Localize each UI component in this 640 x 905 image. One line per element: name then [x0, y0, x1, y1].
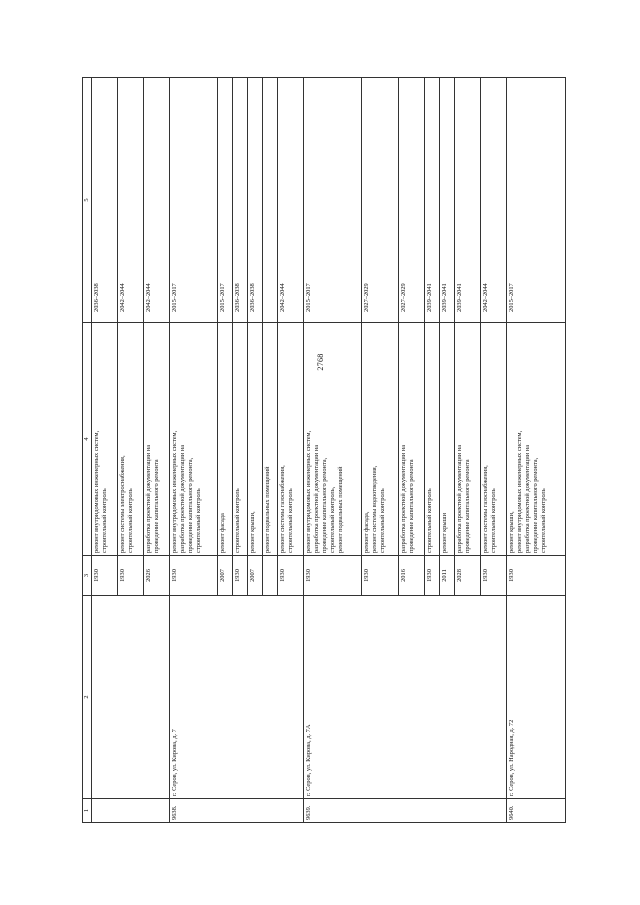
- entry-number: 9639.: [303, 799, 507, 823]
- period-cell: 2015–2017: [507, 78, 566, 323]
- works-cell: [277, 323, 303, 556]
- table-row: [169, 78, 217, 823]
- year-cell: 1930: [117, 556, 143, 596]
- capital-repair-table: [82, 77, 566, 823]
- works-cell: [455, 323, 481, 556]
- work-line: разработка проектной документации на: [312, 444, 320, 553]
- work-line: ремонт фасада: [218, 513, 226, 553]
- work-line: ремонт системы водоотведения,: [371, 465, 379, 553]
- work-line: ремонт крыши,: [508, 511, 516, 553]
- work-line: строительный контроль: [286, 488, 294, 553]
- works-cell: [92, 323, 118, 556]
- header-cell-2: 2: [83, 596, 92, 799]
- year-cell: 2016: [399, 556, 425, 596]
- work-line: ремонт системы электроснабжения,: [118, 455, 126, 553]
- entry-address: г. Серов, ул. Кирова, д. 7: [169, 596, 303, 799]
- period-cell: [262, 78, 277, 323]
- table-row: [507, 78, 566, 823]
- period-cell: 2027–2029: [399, 78, 425, 323]
- work-line: ремонт системы газоснабжения,: [482, 465, 490, 553]
- header-cell-1: 1: [83, 799, 92, 823]
- work-line: строительный контроль: [426, 488, 434, 553]
- work-line: проведение капитального ремонта: [464, 459, 472, 553]
- period-cell: 2042–2044: [117, 78, 143, 323]
- works-cell: [362, 323, 399, 556]
- header-cell-5: 5: [83, 78, 92, 323]
- work-line: разработка проектной документации на: [178, 444, 186, 553]
- work-line: строительный контроль: [379, 488, 387, 553]
- period-cell: 2042–2044: [143, 78, 169, 323]
- works-cell: [232, 323, 247, 556]
- works-cell: [262, 323, 277, 556]
- works-cell: [481, 323, 507, 556]
- period-cell: 2015–2017: [217, 78, 232, 323]
- work-line: строительный контроль: [540, 488, 548, 553]
- entry-number: 9638.: [169, 799, 303, 823]
- rotated-table-container: [82, 78, 566, 823]
- work-line: разработка проектной документации на: [456, 444, 464, 553]
- year-cell: 2011: [440, 556, 455, 596]
- work-line: строительный контроль,: [328, 486, 336, 553]
- period-cell: 2036–2038: [232, 78, 247, 323]
- works-cell: [303, 323, 362, 556]
- period-cell: 2027–2029: [362, 78, 399, 323]
- work-line: ремонт фасада,: [363, 511, 371, 553]
- period-cell: 2015–2017: [169, 78, 217, 323]
- year-cell: 1930: [481, 556, 507, 596]
- entry-number: 9640.: [507, 799, 566, 823]
- period-cell: 2039–2041: [455, 78, 481, 323]
- work-line: проведение капитального ремонта,: [532, 457, 540, 553]
- works-cell: [217, 323, 232, 556]
- works-cell: [440, 323, 455, 556]
- year-cell: [262, 556, 277, 596]
- works-cell: [425, 323, 440, 556]
- work-line: строительный контроль: [233, 488, 241, 553]
- page-number: 2768: [316, 353, 325, 371]
- work-line: строительный контроль: [101, 488, 108, 553]
- works-cell: [399, 323, 425, 556]
- work-line: ремонт внутридомовых инженерных систем,: [516, 430, 524, 553]
- work-line: проведение капитального ремонта,: [320, 457, 328, 553]
- period-cell: 2036–2038: [247, 78, 262, 323]
- year-cell: 1930: [425, 556, 440, 596]
- period-cell: 2042–2044: [481, 78, 507, 323]
- year-cell: 1930: [362, 556, 399, 596]
- year-cell: 1930: [92, 556, 118, 596]
- work-line: ремонт внутридомовых инженерных систем,: [93, 430, 100, 553]
- year-cell: 2007: [247, 556, 262, 596]
- work-line: проведение капитального ремонта: [152, 459, 160, 553]
- entry-number: [92, 799, 170, 823]
- period-cell: 2036–2038: [92, 78, 118, 323]
- header-cell-3: 3: [83, 556, 92, 596]
- table-row: [303, 78, 362, 823]
- year-cell: 1930: [507, 556, 566, 596]
- header-cell-4: 4: [83, 323, 92, 556]
- work-line: ремонт внутридомовых инженерных систем,: [304, 430, 312, 553]
- header-row: [83, 78, 92, 823]
- works-cell: [143, 323, 169, 556]
- work-line: проведение капитального ремонта: [408, 459, 416, 553]
- work-line: ремонт крыши: [441, 512, 449, 553]
- works-cell: [169, 323, 217, 556]
- table-row: [92, 78, 118, 823]
- year-cell: 1930: [232, 556, 247, 596]
- period-cell: 2039–2041: [425, 78, 440, 323]
- work-line: ремонт подвальных помещений: [263, 466, 271, 553]
- work-line: ремонт крыши,: [248, 511, 256, 553]
- year-cell: 1930: [169, 556, 217, 596]
- works-cell: [507, 323, 566, 556]
- works-cell: [117, 323, 143, 556]
- year-cell: 1930: [303, 556, 362, 596]
- entry-address: г. Серов, ул. Народная, д. 72: [507, 596, 566, 799]
- work-line: ремонт системы газоснабжения,: [278, 465, 286, 553]
- entry-address: г. Серов, ул. Кирова, д. 7А: [303, 596, 507, 799]
- year-cell: 2028: [455, 556, 481, 596]
- work-line: строительный контроль: [490, 488, 498, 553]
- period-cell: 2042–2044: [277, 78, 303, 323]
- work-line: разработка проектной документации на: [524, 444, 532, 553]
- work-line: разработка проектной документации на: [400, 444, 408, 553]
- work-line: строительный контроль: [194, 488, 202, 553]
- year-cell: 2007: [217, 556, 232, 596]
- year-cell: 2026: [143, 556, 169, 596]
- work-line: ремонт внутридомовых инженерных систем,: [170, 430, 178, 553]
- work-line: строительный контроль: [126, 488, 134, 553]
- period-cell: 2039–2041: [440, 78, 455, 323]
- year-cell: 1930: [277, 556, 303, 596]
- work-line: ремонт подвальных помещений: [336, 466, 344, 553]
- work-line: проведение капитального ремонта,: [186, 457, 194, 553]
- works-cell: [247, 323, 262, 556]
- work-line: разработка проектной документации на: [144, 444, 152, 553]
- entry-address: [92, 596, 170, 799]
- period-cell: 2015–2017: [303, 78, 362, 323]
